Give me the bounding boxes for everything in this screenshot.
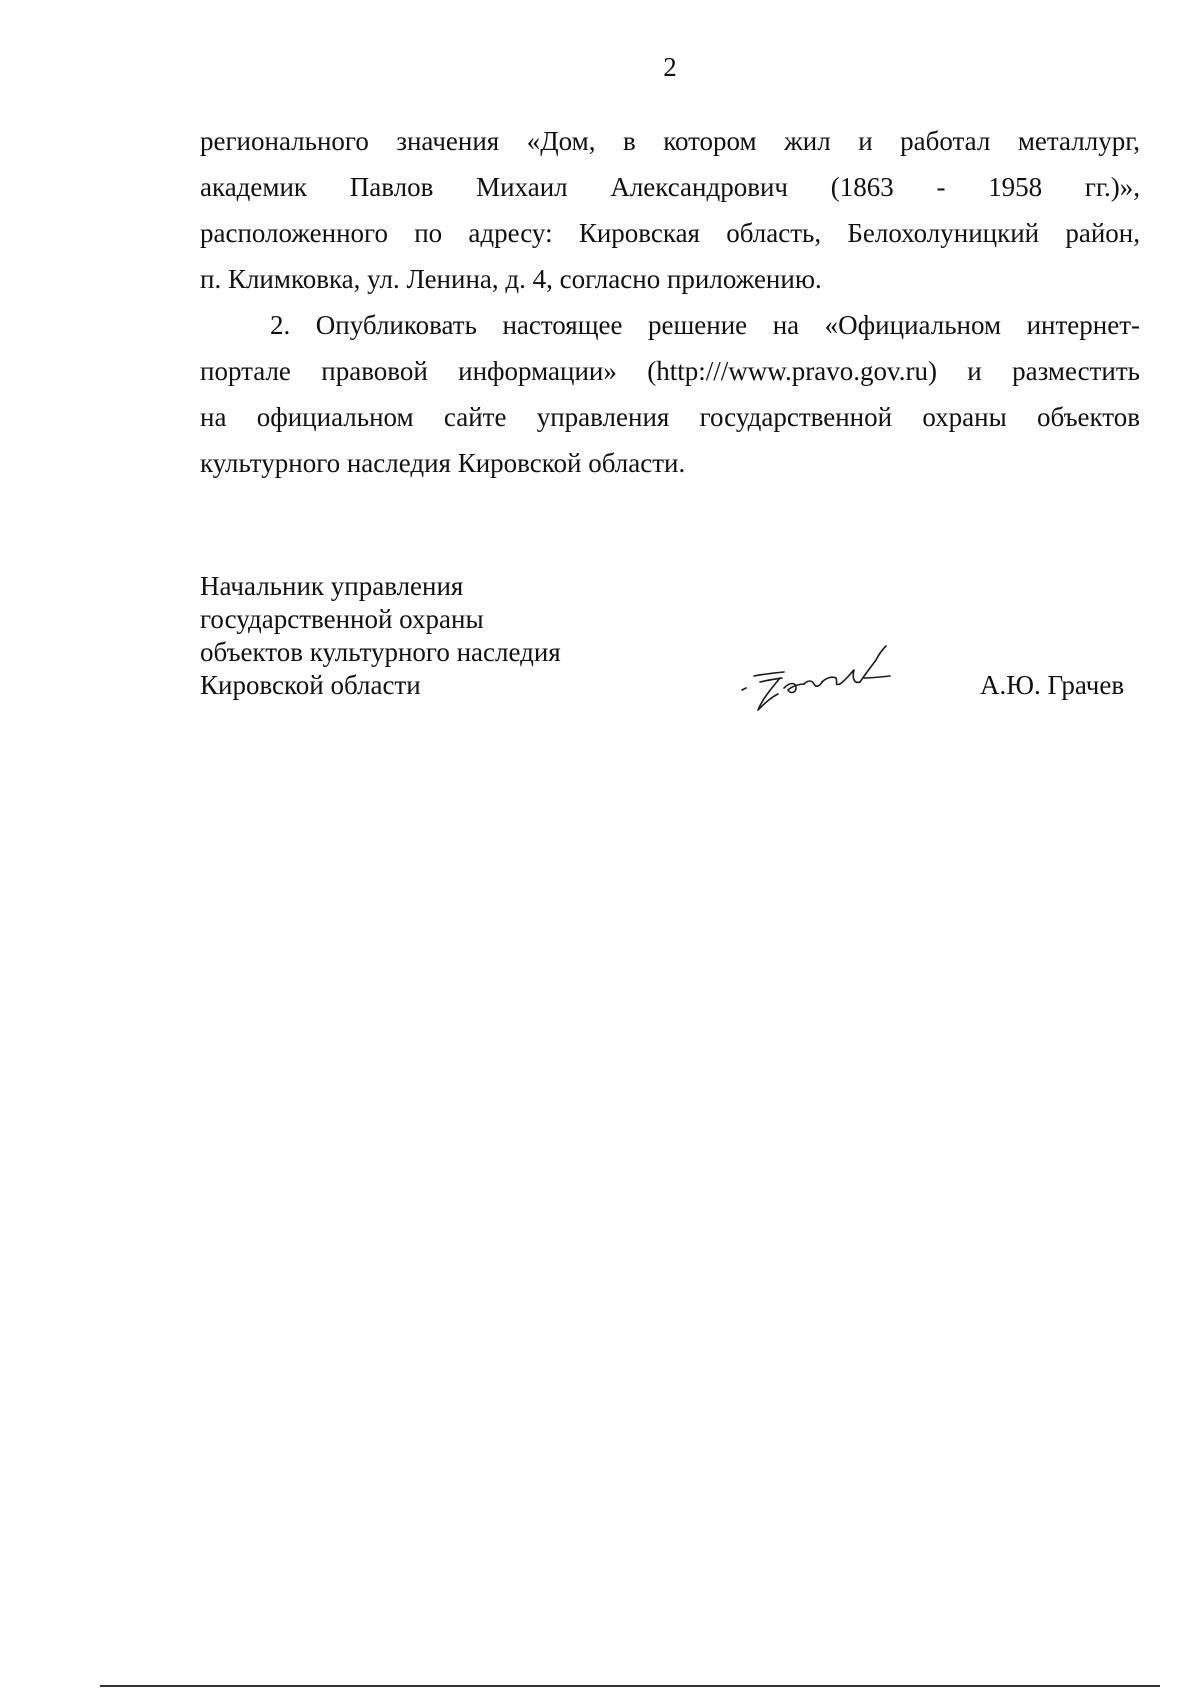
position-line: Начальник управления bbox=[200, 571, 464, 601]
footer-divider bbox=[100, 1685, 1160, 1687]
position-line: объектов культурного наследия bbox=[200, 637, 561, 667]
document-body bbox=[200, 118, 1140, 486]
paragraph-2-line: портале правовой информации» (http:///www.pravo.gov.ru) и разместить bbox=[200, 356, 1140, 386]
signatory-position bbox=[200, 570, 561, 702]
handwritten-signature bbox=[740, 640, 915, 725]
page-number: 2 bbox=[663, 52, 677, 82]
paragraph-1-line: регионального значения «Дом, в котором жил и работал металлург, bbox=[200, 126, 1140, 156]
paragraph-2-line: 2. Опубликовать настоящее решение на «Официальном интернет- bbox=[270, 310, 1140, 340]
paragraph-2-line: культурного наследия Кировской области. bbox=[200, 448, 686, 478]
position-line: государственной охраны bbox=[200, 604, 484, 634]
paragraph-1-line: расположенного по адресу: Кировская область, Белохолуницкий район, bbox=[200, 218, 1140, 248]
paragraph-1-line: п. Климковка, ул. Ленина, д. 4, согласно приложению. bbox=[200, 264, 822, 294]
paragraph-1-line: академик Павлов Михаил Александрович (1863 - 1958 гг.)», bbox=[200, 172, 1140, 202]
position-line: Кировской области bbox=[200, 670, 421, 700]
signatory-name: А.Ю. Грачев bbox=[980, 670, 1125, 700]
paragraph-2-line: на официальном сайте управления государственной охраны объектов bbox=[200, 402, 1140, 432]
